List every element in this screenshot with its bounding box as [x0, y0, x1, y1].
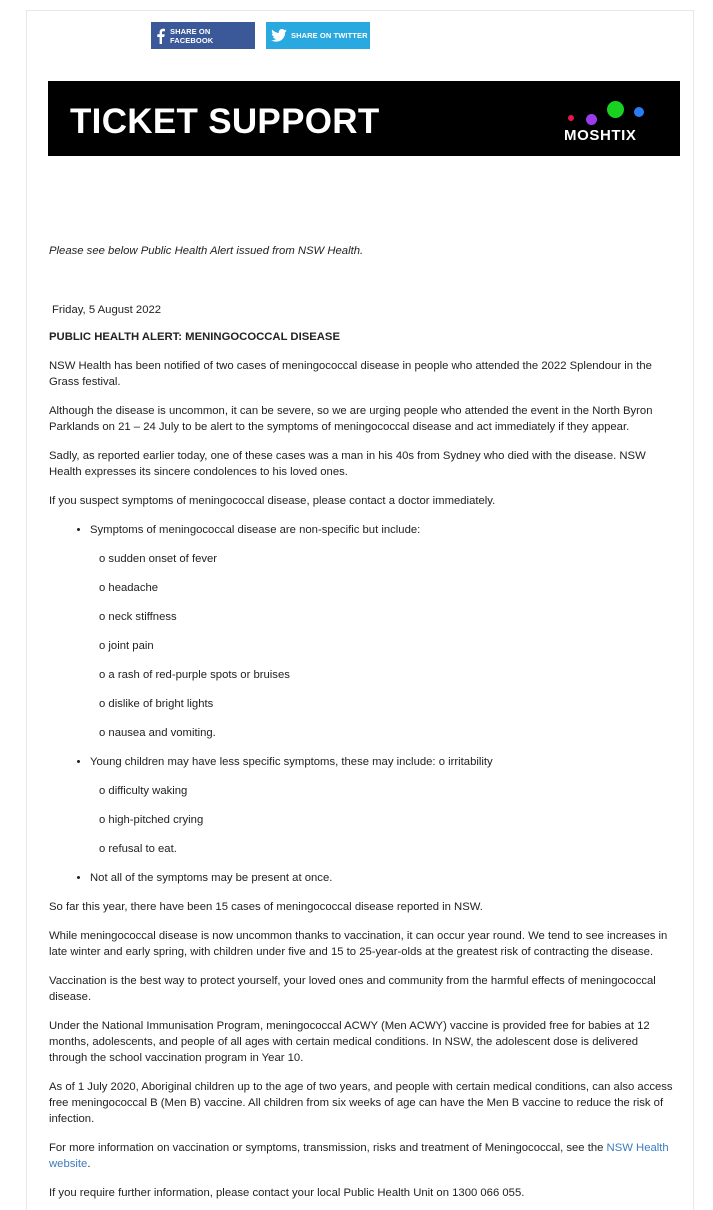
sublist-item: o difficulty waking	[99, 785, 188, 797]
paragraph-prefix: For more information on vaccination or symptoms, transmission, risks and treatment of Meningococcal, see the	[49, 1142, 607, 1154]
paragraph: So far this year, there have been 15 cases of meningococcal disease reported in NSW.	[49, 901, 483, 913]
nsw-health-website-link[interactable]: NSW Health website	[49, 1142, 669, 1170]
sublist-item: o a rash of red-purple spots or bruises	[99, 669, 290, 681]
twitter-bird-icon	[271, 29, 287, 42]
list-item	[90, 870, 674, 886]
logo-dot-purple	[586, 114, 597, 125]
logo-dot-red	[568, 115, 574, 121]
ticket-support-banner	[48, 81, 680, 156]
banner-title: TICKET SUPPORT	[70, 102, 380, 141]
paragraph: If you suspect symptoms of meningococcal disease, please contact a doctor immediately.	[49, 495, 496, 507]
share-twitter-label: SHARE ON TWITTER	[291, 31, 368, 40]
share-facebook-label: SHARE ON FACEBOOK	[170, 26, 214, 45]
symptom-list	[49, 522, 674, 886]
article-headline: PUBLIC HEALTH ALERT: MENINGOCOCCAL DISEASE	[49, 331, 341, 343]
list-item-text: Not all of the symptoms may be present at once.	[90, 872, 333, 884]
paragraph: If you require further information, please contact your local Public Health Unit on 1300 066 055.	[49, 1187, 525, 1199]
paragraph: Under the National Immunisation Program, meningococcal ACWY (Men ACWY) vaccine is provided free for babies at 12 months, adolescents, and people of all ages with certain medical conditions. In NSW, the adolescent dose is delivered through the school vaccination program in Year 10.	[49, 1020, 650, 1064]
article-body	[49, 243, 674, 1201]
sublist-item: o nausea and vomiting.	[99, 727, 216, 739]
sublist-item: o refusal to eat.	[99, 843, 177, 855]
list-item-text: Symptoms of meningococcal disease are non-specific but include:	[90, 524, 421, 536]
paragraph: As of 1 July 2020, Aboriginal children up to the age of two years, and people with certain medical conditions, can also access free meningococcal B (Men B) vaccine. All children from six weeks of age can have the Men B vaccine to reduce the risk of infection.	[49, 1081, 673, 1125]
sublist-item: o dislike of bright lights	[99, 698, 214, 710]
intro-text: Please see below Public Health Alert issued from NSW Health.	[49, 245, 364, 257]
sublist-item: o neck stiffness	[99, 611, 177, 623]
sublist	[99, 783, 674, 857]
sublist-item: o high-pitched crying	[99, 814, 204, 826]
facebook-icon	[155, 28, 166, 44]
paragraph	[49, 1140, 674, 1172]
paragraph: NSW Health has been notified of two cases of meningococcal disease in people who attended the 2022 Splendour in the Grass festival.	[49, 360, 652, 388]
list-item-text: Young children may have less specific symptoms, these may include: o irritability	[90, 756, 493, 768]
sublist	[99, 551, 674, 741]
list-item	[90, 522, 674, 741]
article-date: Friday, 5 August 2022	[52, 304, 162, 316]
list-item	[90, 754, 674, 857]
paragraph: Sadly, as reported earlier today, one of these cases was a man in his 40s from Sydney who died with the disease. NSW Health expresses its sincere condolences to his loved ones.	[49, 450, 646, 478]
share-twitter-button[interactable]	[266, 22, 370, 49]
moshtix-logo-text: MOSHTIX	[564, 127, 637, 144]
paragraph: Although the disease is uncommon, it can be severe, so we are urging people who attended the event in the North Byron Parklands on 21 – 24 July to be alert to the symptoms of meningococcal disease and act immediately if they appear.	[49, 405, 653, 433]
paragraph-suffix: .	[87, 1158, 91, 1170]
paragraph: Vaccination is the best way to protect yourself, your loved ones and community from the harmful effects of meningococcal disease.	[49, 975, 656, 1003]
share-facebook-button[interactable]	[151, 22, 255, 49]
sublist-item: o joint pain	[99, 640, 154, 652]
sublist-item: o sudden onset of fever	[99, 553, 218, 565]
logo-dot-green	[607, 101, 624, 118]
logo-dot-blue	[634, 107, 644, 117]
paragraph: While meningococcal disease is now uncommon thanks to vaccination, it can occur year round. We tend to see increases in late winter and early spring, with children under five and 15 to 25-year-olds at the greatest risk of contracting the disease.	[49, 930, 668, 958]
sublist-item: o headache	[99, 582, 159, 594]
